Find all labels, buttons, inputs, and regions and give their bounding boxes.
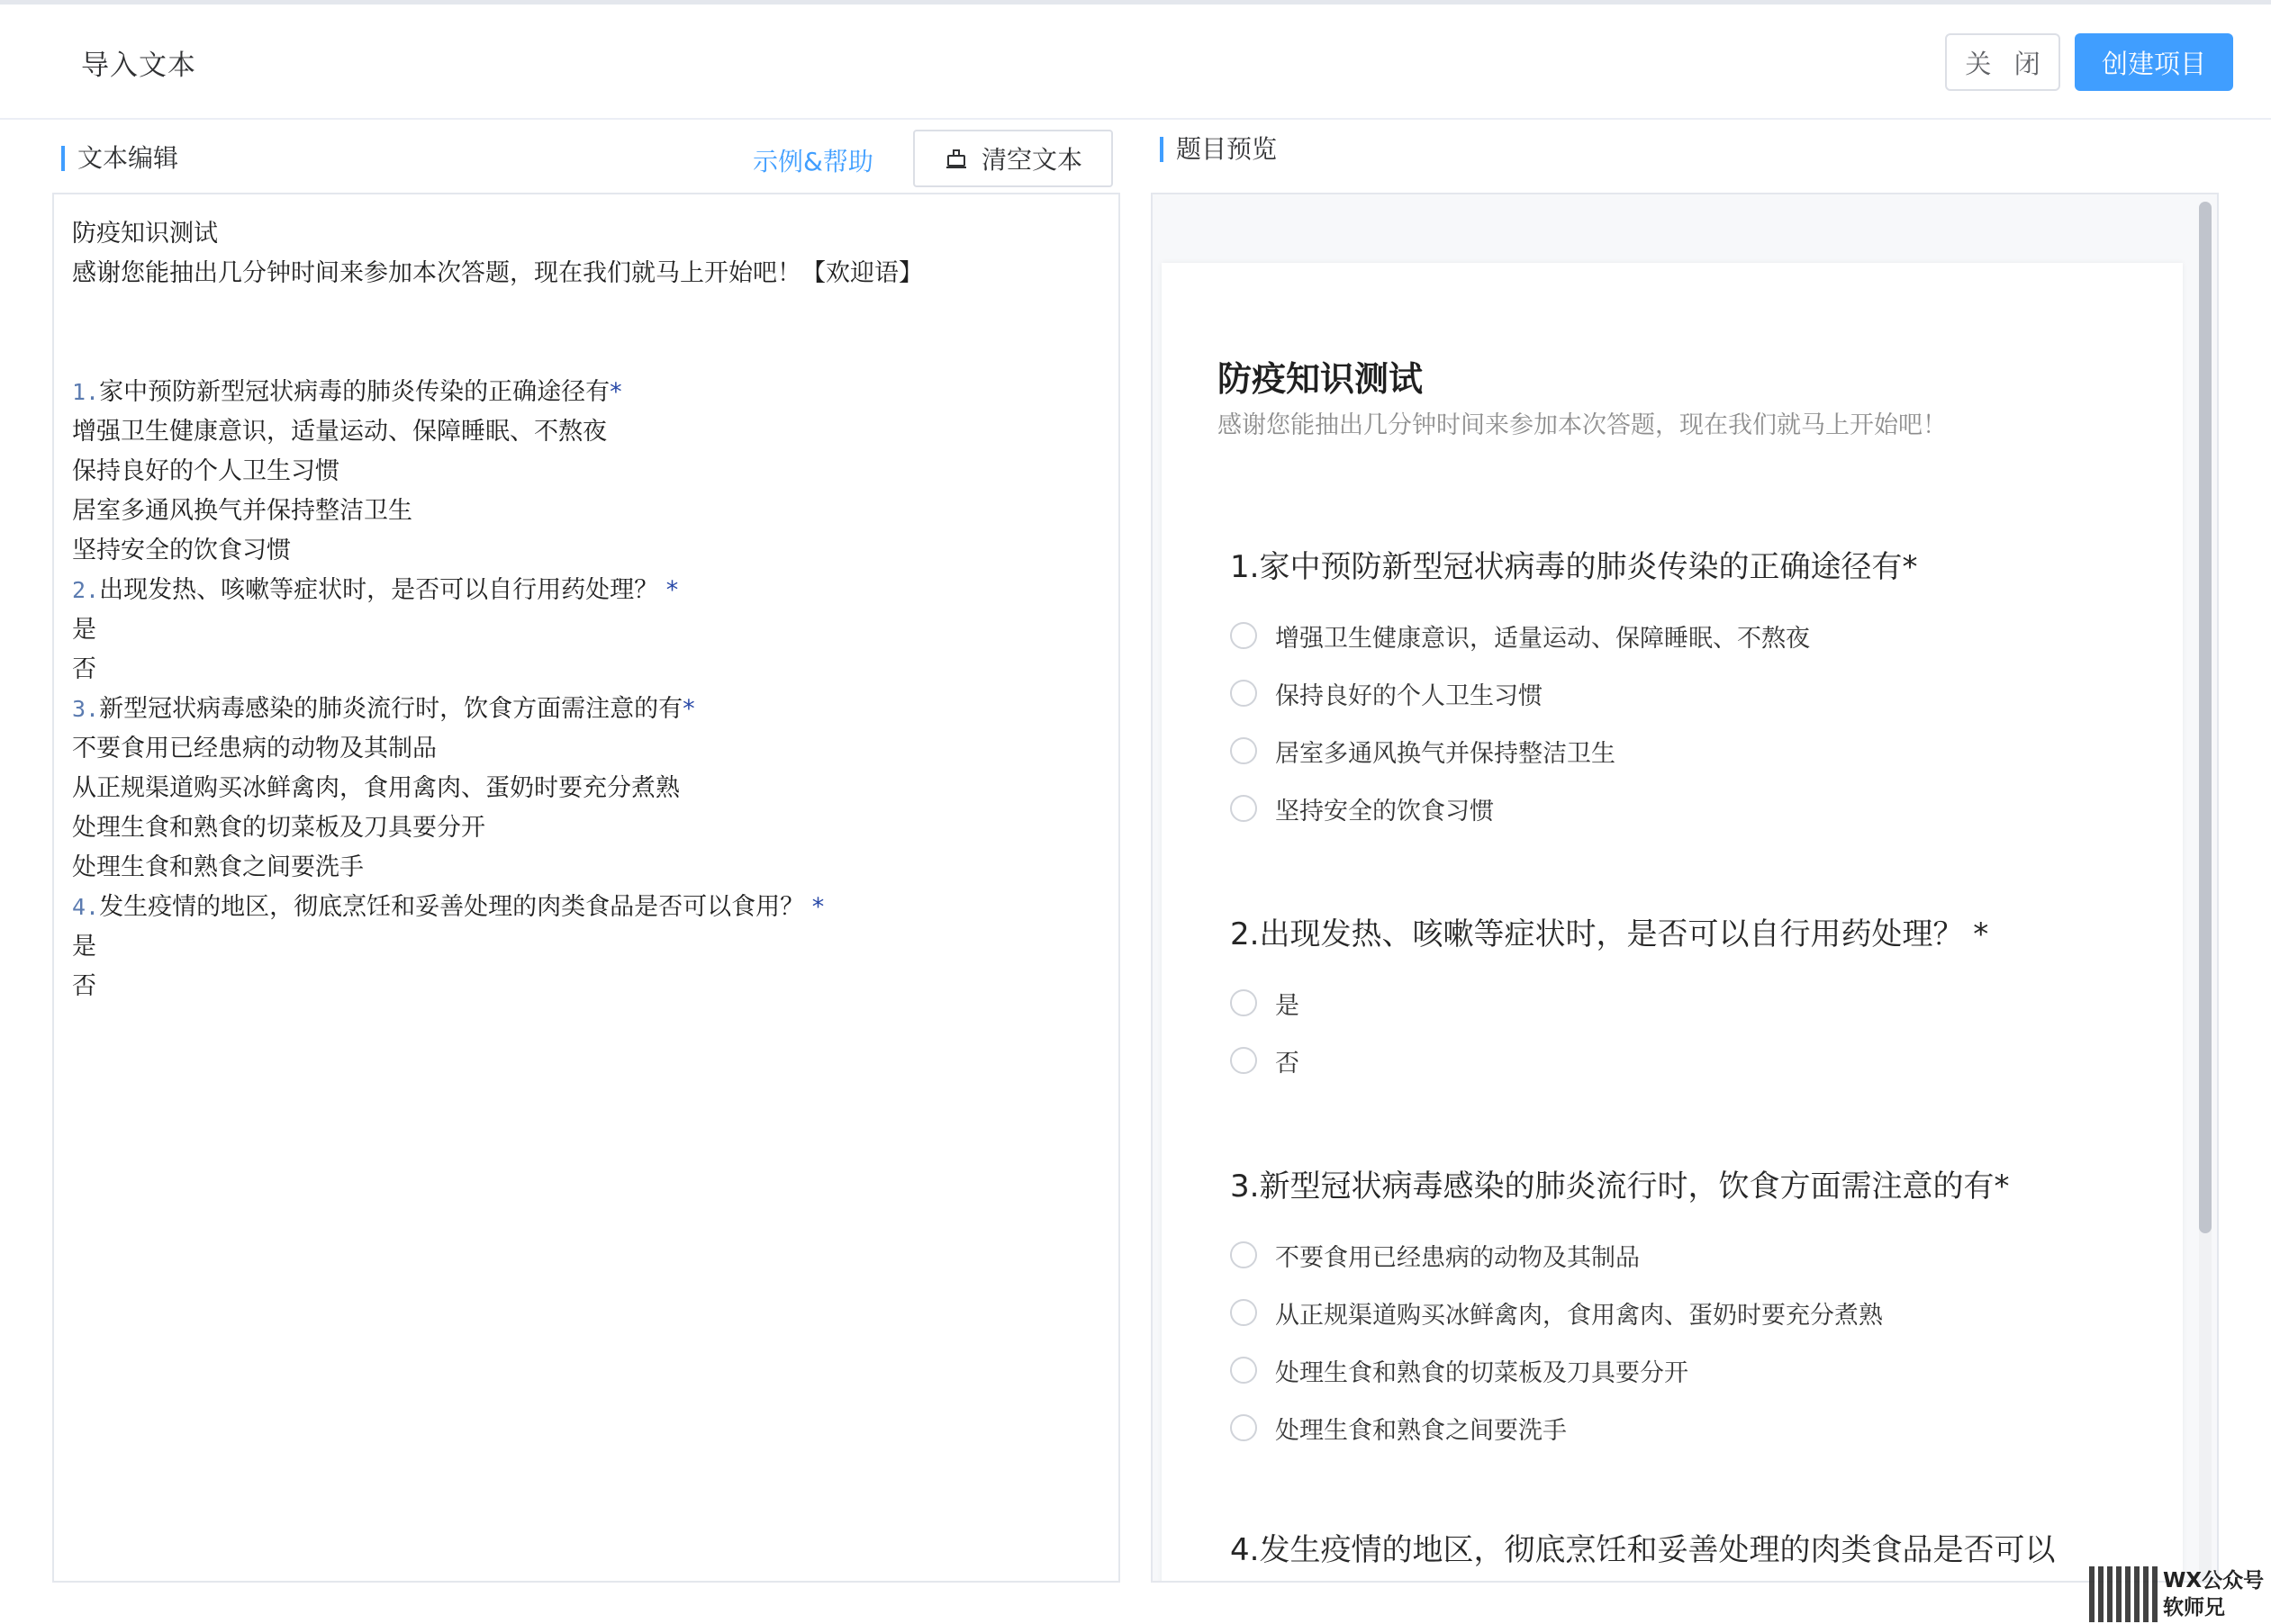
option-label: 不要食用已经患病的动物及其制品 [1275, 1243, 1640, 1272]
watermark-line2: 软师兄 [2163, 1596, 2225, 1619]
editor-line-text: 感谢您能抽出几分钟时间来参加本次答题，现在我们就马上开始吧！【欢迎语】 [72, 259, 923, 287]
question-number: 1. [72, 379, 100, 405]
radio-circle-icon[interactable] [1230, 1357, 1257, 1384]
radio-option[interactable] [1230, 987, 1299, 1019]
editor-line [72, 690, 1118, 729]
editor-line-text: 否 [72, 972, 96, 1000]
radio-option[interactable] [1230, 1412, 1567, 1444]
close-button[interactable]: 关 闭 [1945, 33, 2060, 91]
survey-subtitle: 感谢您能抽出几分钟时间来参加本次答题，现在我们就马上开始吧！ [1217, 411, 1947, 439]
editor-line-text: 不要食用已经患病的动物及其制品 [72, 735, 437, 762]
preview-panel[interactable] [1151, 193, 2219, 1583]
radio-circle-icon[interactable] [1230, 1047, 1257, 1074]
radio-circle-icon[interactable] [1230, 1299, 1257, 1326]
editor-line-text: 处理生食和熟食的切菜板及刀具要分开 [72, 814, 485, 842]
question-title: 2.出现发热、咳嗽等症状时，是否可以自行用药处理？ * [1230, 916, 1989, 952]
editor-line [72, 769, 1118, 808]
clear-text-button[interactable] [913, 130, 1113, 187]
editor-line-text: 是 [72, 616, 96, 644]
radio-circle-icon[interactable] [1230, 737, 1257, 764]
radio-circle-icon[interactable] [1230, 1241, 1257, 1268]
watermark-line1: WX公众号 [2163, 1569, 2265, 1592]
radio-option[interactable] [1230, 677, 1543, 709]
qr-code-icon [2089, 1566, 2158, 1622]
dialog-header [0, 5, 2271, 120]
editor-line-text: 发生疫情的地区，彻底烹饪和妥善处理的肉类食品是否可以食用？ [99, 893, 805, 921]
editor-line [72, 888, 1118, 927]
question-title: 4.发生疫情的地区，彻底烹饪和妥善处理的肉类食品是否可以 [1230, 1532, 2056, 1568]
create-project-button[interactable]: 创建项目 [2075, 33, 2233, 91]
editor-line [72, 571, 1118, 610]
option-label: 从正规渠道购买冰鲜禽肉，食用禽肉、蛋奶时要充分煮熟 [1275, 1301, 1883, 1330]
watermark [2089, 1566, 2269, 1622]
text-editor[interactable] [52, 193, 1120, 1583]
question-number: 3. [72, 696, 100, 722]
question-number: 4. [72, 894, 100, 920]
editor-line-text: 防疫知识测试 [72, 220, 218, 248]
required-marker: * [683, 695, 695, 723]
radio-circle-icon[interactable] [1230, 622, 1257, 649]
editor-line [72, 412, 1118, 452]
radio-circle-icon[interactable] [1230, 989, 1257, 1016]
radio-option[interactable] [1230, 735, 1615, 767]
editor-line [72, 808, 1118, 848]
editor-line [72, 333, 1118, 373]
editor-line-text: 处理生食和熟食之间要洗手 [72, 853, 364, 881]
text-editor-label: 文本编辑 [61, 146, 178, 171]
scrollbar-thumb[interactable] [2199, 202, 2212, 1233]
preview-label: 题目预览 [1160, 137, 1277, 162]
preview-card [1162, 263, 2183, 1583]
editor-line [72, 373, 1118, 412]
editor-line-text: 新型冠状病毒感染的肺炎流行时，饮食方面需注意的有 [99, 695, 683, 723]
required-marker: * [610, 378, 622, 406]
question-title: 3.新型冠状病毒感染的肺炎流行时，饮食方面需注意的有* [1230, 1168, 2010, 1204]
editor-line [72, 492, 1118, 531]
editor-line [72, 452, 1118, 492]
radio-circle-icon[interactable] [1230, 795, 1257, 822]
editor-line [72, 214, 1118, 254]
help-link[interactable]: 示例&帮助 [753, 147, 873, 176]
editor-line-text: 居室多通风换气并保持整洁卫生 [72, 497, 412, 525]
radio-option[interactable] [1230, 1354, 1688, 1386]
editor-line-text: 出现发热、咳嗽等症状时，是否可以自行用药处理？ [99, 576, 659, 604]
option-label: 否 [1275, 1049, 1299, 1078]
editor-line-text: 增强卫生健康意识，适量运动、保障睡眠、不熬夜 [72, 418, 607, 446]
editor-line [72, 650, 1118, 690]
option-label: 居室多通风换气并保持整洁卫生 [1275, 739, 1615, 768]
radio-option[interactable] [1230, 1044, 1299, 1077]
editor-line-text: 否 [72, 655, 96, 683]
question-number: 2. [72, 577, 100, 603]
option-label: 是 [1275, 991, 1299, 1020]
radio-option[interactable] [1230, 792, 1494, 825]
option-label: 处理生食和熟食的切菜板及刀具要分开 [1275, 1358, 1688, 1387]
option-label: 保持良好的个人卫生习惯 [1275, 681, 1543, 710]
radio-option[interactable] [1230, 1239, 1640, 1271]
radio-circle-icon[interactable] [1230, 1414, 1257, 1441]
required-marker: * [804, 893, 825, 921]
radio-option[interactable] [1230, 619, 1810, 652]
eraser-icon [944, 146, 969, 171]
radio-option[interactable] [1230, 1296, 1883, 1329]
editor-line [72, 848, 1118, 888]
editor-line-text: 坚持安全的饮食习惯 [72, 537, 291, 564]
editor-line-text: 保持良好的个人卫生习惯 [72, 457, 339, 485]
editor-line [72, 531, 1118, 571]
option-label: 坚持安全的饮食习惯 [1275, 797, 1494, 826]
survey-title: 防疫知识测试 [1217, 359, 1424, 399]
editor-line [72, 967, 1118, 1006]
editor-line-text: 家中预防新型冠状病毒的肺炎传染的正确途径有 [99, 378, 611, 406]
dialog-title: 导入文本 [81, 50, 196, 82]
question-title: 1.家中预防新型冠状病毒的肺炎传染的正确途径有* [1230, 549, 1918, 585]
radio-circle-icon[interactable] [1230, 680, 1257, 707]
editor-line-text: 是 [72, 933, 96, 961]
required-marker: * [658, 576, 679, 604]
editor-line [72, 610, 1118, 650]
editor-line [72, 254, 1118, 293]
editor-line [72, 927, 1118, 967]
option-label: 增强卫生健康意识，适量运动、保障睡眠、不熬夜 [1275, 624, 1810, 653]
editor-line [72, 729, 1118, 769]
option-label: 处理生食和熟食之间要洗手 [1275, 1416, 1567, 1445]
editor-line-text: 从正规渠道购买冰鲜禽肉，食用禽肉、蛋奶时要充分煮熟 [72, 774, 680, 802]
editor-line [72, 293, 1118, 333]
clear-text-label: 清空文本 [981, 145, 1082, 175]
